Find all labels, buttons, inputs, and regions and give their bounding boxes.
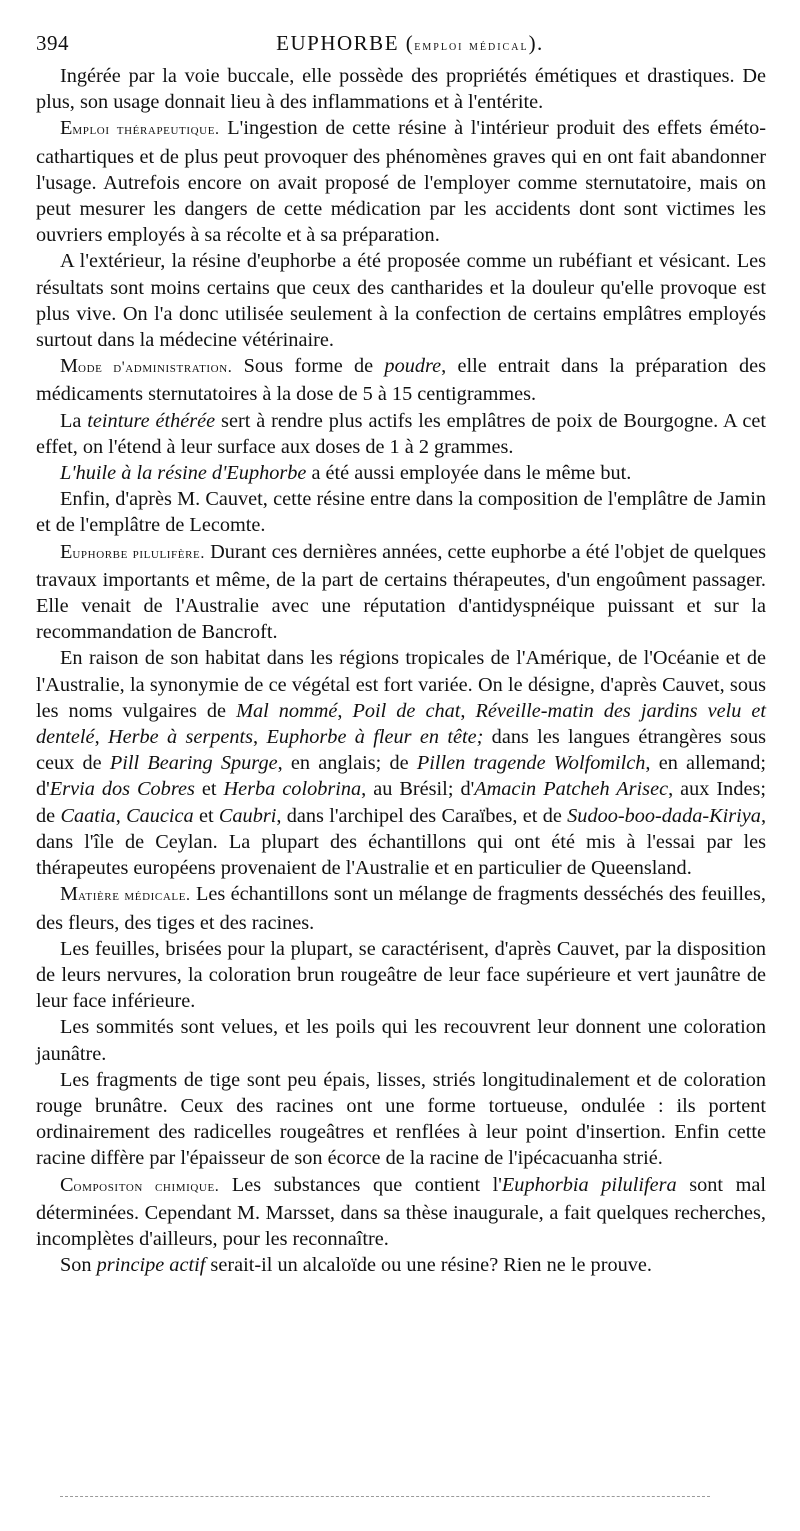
paragraph-sommites <box>36 1014 766 1066</box>
section-heading <box>60 1174 219 1196</box>
italic-term: Caubri <box>218 804 277 827</box>
italic-term: principe actif <box>96 1254 206 1277</box>
paragraph-text: La <box>60 409 88 432</box>
section-heading <box>60 541 205 563</box>
paragraph-text: En raison de son habitat dans les régions tropicales de l'Amérique, de l'Océanie et de l'Australie, la synonymie de ce végétal est fort variée. On le désigne, d'après Cauvet, sous les noms vulgaires de <box>36 647 766 722</box>
paragraph-text: et <box>194 778 224 801</box>
italic-term: Ervia dos Cobres <box>49 778 195 801</box>
paragraph-text: , en anglais; de <box>277 752 417 775</box>
paragraph-synonymie <box>36 645 766 881</box>
italic-term: Euphorbia pilulifera <box>501 1173 677 1196</box>
paragraph-teinture <box>36 408 766 460</box>
heading-initial: M <box>60 355 79 378</box>
paragraph-text: , <box>337 699 353 722</box>
paragraph-euphorbe-pilulifere <box>36 539 766 646</box>
page-header <box>36 28 764 58</box>
italic-term: Caatia <box>60 804 116 827</box>
paragraph-text: Ingérée par la voie buccale, elle possède des propriétés émétiques et drastiques. De plus, son usage donnait lieu à des inflammations et à l'entérite. <box>36 65 766 114</box>
running-title <box>36 28 764 62</box>
paragraph-text: sont mal déterminées. Cependant M. Marsset, dans sa thèse inaugurale, a fait quelques recherches, incomplètes d'ailleurs, pour les reconnaître. <box>36 1173 766 1250</box>
italic-term: Pillen tragende Wolfomilch <box>416 752 646 775</box>
running-title-subtitle: emploi médical <box>414 39 529 54</box>
paragraph-text: A l'extérieur, la résine d'euphorbe a été proposée comme un rubéfiant et vésicant. Les résultats sont moins certains que ceux des cantharides et la douleur qu'elle provoque est plus vive. On l'a donc utilisée seulement à la confection de certains emplâtres employés surtout dans la médecine vétérinaire. <box>36 250 766 352</box>
italic-term: poudre <box>384 355 442 378</box>
italic-term: Caucica <box>126 804 194 827</box>
paragraph-text: , <box>253 726 267 749</box>
paragraph-text: Les substances que contient l' <box>219 1173 502 1196</box>
heading-initial: E <box>60 540 73 563</box>
paragraph-composition-chimique <box>36 1172 766 1253</box>
paragraph-text: , <box>460 699 476 722</box>
italic-term: Mal nommé <box>236 699 338 722</box>
paragraph-text: Les échantillons sont un mélange de fragments desséchés des feuilles, des fleurs, des tiges et des racines. <box>36 883 767 934</box>
running-title-close: ). <box>528 31 544 55</box>
paragraph-huile <box>36 460 766 486</box>
italic-term: L'huile à la résine d'Euphorbe <box>60 462 307 485</box>
paragraph-text: , <box>94 726 108 749</box>
heading-rest: ompositon chimique. <box>73 1177 220 1195</box>
heading-rest: mploi thérapeutique. <box>72 121 220 139</box>
paragraph-text: Enfin, d'après M. Cauvet, cette résine entre dans la composition de l'emplâtre de Jamin et de l'emplâtre de Lecomte. <box>36 488 766 537</box>
paragraph-text: Les sommités sont velues, et les poils qui les recouvrent leur donnent une coloration jaunâtre. <box>36 1016 766 1065</box>
running-title-main: EUPHORBE <box>276 31 400 55</box>
paragraph-ingestion <box>36 63 766 115</box>
italic-term: teinture éthérée <box>87 409 216 432</box>
paragraph-text: dans les langues étrangères sous ceux de <box>36 726 767 775</box>
paragraph-text: , <box>115 804 127 827</box>
italic-term: Herba colobrina <box>223 778 362 801</box>
section-heading <box>60 355 232 377</box>
heading-rest: uphorbe pilulifère. <box>72 544 205 562</box>
italic-term: Réveille-matin des jardins velu et dentelé <box>36 699 767 749</box>
paragraph-text: L'ingestion de cette résine à l'intérieur produit des effets éméto-cathartiques et de plus peut provoquer des phénomènes graves qui en ont fait abandonner l'usage. Autrefois encore on avait proposé de l'employer comme sternutatoire, mais on peut mesurer les dangers de cette médication par les accidents dont sont victimes les ouvriers employés à sa récolte et à sa préparation. <box>36 117 766 247</box>
italic-term: Poil de chat <box>352 699 461 722</box>
paragraph-text: Durant ces dernières années, cette euphorbe a été l'objet de quelques travaux importants et même, de la part de certains thérapeutes, d'un engoûment passager. Elle venait de l'Australie avec une réputation d'antidyspnéique puissant et sur la recommandation de Bancroft. <box>36 540 766 644</box>
section-heading <box>60 117 220 139</box>
italic-term: Euphorbe à fleur en tête; <box>266 726 484 749</box>
paragraph-feuilles <box>36 936 766 1015</box>
heading-initial: E <box>60 117 73 140</box>
heading-initial: M <box>60 883 79 906</box>
paragraph-text: et <box>193 804 219 827</box>
paragraph-text: sert à rendre plus actifs les emplâtres de poix de Bourgogne. A cet effet, on l'étend à leur surface aux doses de 1 à 2 grammes. <box>36 409 766 458</box>
paragraph-text: , aux Indes; de <box>36 778 766 827</box>
paragraph-text: , en allemand; d' <box>36 752 767 801</box>
paragraph-text: Les feuilles, brisées pour la plupart, se caractérisent, d'après Cauvet, par la disposition de leurs nervures, la coloration brun rougeâtre de leur face supérieure et vert jaunâtre de leur face inférieure. <box>36 937 766 1013</box>
paragraph-matiere-medicale <box>36 881 766 935</box>
paragraph-emploi-therapeutique <box>36 115 766 248</box>
running-title-open: ( <box>405 31 415 55</box>
section-heading <box>60 883 191 905</box>
paragraph-cauvet <box>36 486 766 538</box>
paragraph-text: , dans l'île de Ceylan. La plupart des échantillons qui ont été mis à l'essai par les thérapeutes européens provenaient de l'Australie et en particulier de Queensland. <box>36 804 767 880</box>
paragraph-text: Son <box>60 1254 97 1277</box>
italic-term: Amacin Patcheh Arisec <box>474 778 669 801</box>
footer-rule <box>60 1496 710 1497</box>
paragraph-text: , au Brésil; d' <box>361 778 475 801</box>
italic-term: Sudoo-boo-dada-Kiriya <box>567 804 761 827</box>
page-number: 394 <box>36 31 69 55</box>
paragraph-text: serait-il un alcaloïde ou une résine? Rien ne le prouve. <box>205 1254 652 1277</box>
paragraph-principe-actif <box>36 1252 766 1278</box>
paragraph-mode-administration <box>36 353 766 407</box>
paragraph-text: Sous forme de <box>232 355 385 378</box>
paragraph-text: a été aussi employée dans le même but. <box>306 462 632 485</box>
paragraph-text: Les fragments de tige sont peu épais, lisses, striés longitudinalement et de coloration rouge brunâtre. Ceux des racines ont une forme tortueuse, ondulée : ils portent ordinairement des radicelles rougeâtres et renflées à leur point d'insertion. Enfin cette racine diffère par l'épaisseur de son écorce de la racine de l'ipécacuanha strié. <box>36 1068 766 1170</box>
heading-rest: ode d'administration. <box>78 359 233 377</box>
paragraph-fragments <box>36 1067 766 1172</box>
paragraph-exterieur <box>36 248 766 353</box>
italic-term: Herbe à serpents <box>107 726 254 749</box>
paragraph-text: , dans l'archipel des Caraïbes, et de <box>276 804 568 827</box>
heading-initial: C <box>60 1173 74 1196</box>
italic-term: Pill Bearing Spurge <box>109 752 278 775</box>
heading-rest: atière médicale. <box>78 887 191 905</box>
page-body <box>36 63 766 1278</box>
paragraph-text: , elle entrait dans la préparation des médicaments sternutatoires à la dose de 5 à 15 centigrammes. <box>36 355 767 406</box>
